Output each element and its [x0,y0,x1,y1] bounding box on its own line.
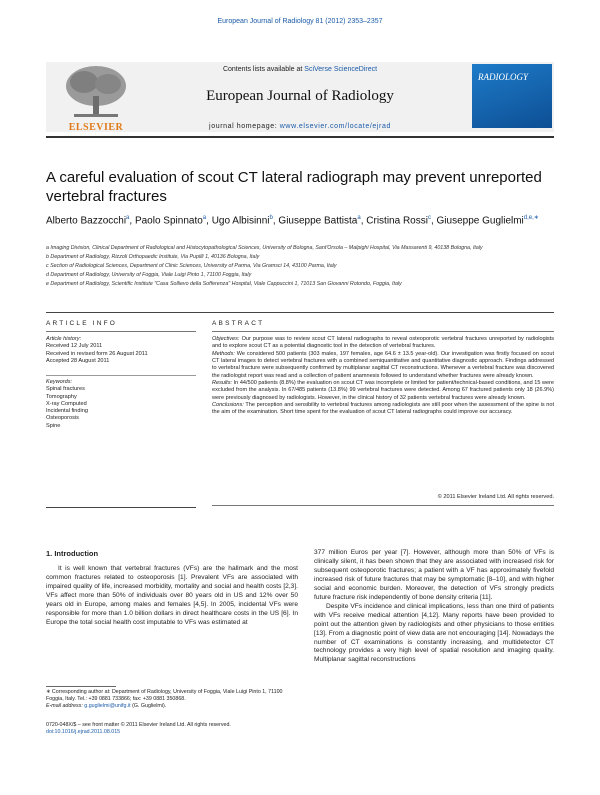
author-name: Alberto Bazzocchi [46,215,127,227]
keyword: X-ray Computed [46,400,87,407]
author-name: Ugo Albisinni [211,215,270,227]
homepage-prefix: journal homepage: [209,123,280,130]
journal-cover-image [472,64,552,128]
body-column-left [46,565,298,628]
journal-title: European Journal of Radiology [206,88,394,104]
homepage-link[interactable]: www.elsevier.com/locate/ejrad [279,123,391,130]
email-label: E-mail address: [46,703,83,709]
page-footer [46,722,298,736]
keyword: Incidental finding [46,408,88,415]
email-link[interactable]: g.guglielmi@unifg.it [84,703,131,709]
author-name: Cristina Rossi [366,215,428,227]
keywords-label: Keywords: [46,379,73,385]
affiliation: e Department of Radiology, Scientific Institute "Casa Sollievo della Sofferenza" Hospital, Viale Cappuccini 1, 71013 San Giovanni Rotondo, Foggia, Italy [46,280,402,287]
abstract-methods: Methods: We considered 500 patients (303 males, 197 females, age 64.6 ± 13.5 year-old). Our investigation was firstly focused on scout CT lateral images to detect vertebral fractures with a combined semiquantitative and quantitative diagnostic approach. Findings addressed to vertebral fracture were subsequently confirmed by multiplanar sagittal CT reconstructions. Whenever a vertebral fracture was discovered the radiologist report was read and a collection of patient anamnesis followed to understand whether fractures were already known. [212,350,554,379]
affiliation: c Section of Radiological Sciences, Department of Clinic Sciences, University of Parma, Via Gramsci 14, 43100 Parma, Italy [46,262,337,269]
author-list: Alberto Bazzocchi$^a$, Paolo Spinnato$^a$, Ugo Albisinni$^b$, Giuseppe Battista$^a$, Cristina Rossi$^c$, Giuseppe Guglielmi$^{d,e,∗}$ [46,215,539,227]
affiliation-list [46,245,554,289]
journal-homepage [150,123,450,130]
history-accepted: Accepted 28 August 2011 [46,357,110,364]
abstract-rule [212,331,554,332]
contents-prefix: Contents lists available at [222,66,305,73]
author-name: Giuseppe Guglielmi [436,215,524,227]
keyword: Spine [46,422,61,429]
history-received: Received 12 July 2011 [46,343,103,350]
sciencedirect-link[interactable]: SciVerse ScienceDirect [304,66,378,73]
intro-paragraph: Despite VFs incidence and clinical implications, less than one third of patients with VFs receive medical attention [4,12]. Many reports have been provided to point out the attention given by radiologists and other physicians to those entities [13]. From a diagnostic point of view data are not encouraging [14]. Nowadays the number of CT examinations is constantly increasing, and multidetector CT technology provides a very high level of spatial resolution and imaging quality. Multiplanar sagittal reconstructions [314,602,554,664]
abstract-conclusions: Conclusions: The perception and sensibility to vertebral fractures among radiologists are still poor when the assessment of the spine is not the aim of the examination. Short time spent for the evaluation of scout CT lateral radiographs could improve our accuracy. [212,402,554,416]
email-suffix: (G. Guglielmi). [132,703,167,709]
author-affiliation-marker: b [269,215,273,221]
abstract-results: Results: In 44/500 patients (8.8%) the evaluation on scout CT was incomplete or limited for patient/technical-based conditions, and 15 were excluded from the analysis. In 67/485 patients (13.8%) 99 vertebral fractures were detected. Among 67 fractured patients only 18 (26.9%) were previously diagnosed by radiologists. However, in the clinical history of 32 patients vertebral fractures were already known. [212,380,554,401]
article-info-rule [46,331,196,332]
contents-line [150,66,450,73]
section-rule [46,312,554,313]
keywords-rule [46,375,196,376]
cover-title: RADIOLOGY [478,72,529,82]
article-history [46,336,196,365]
affiliation: d Department of Radiology, University of Foggia, Viale Luigi Pinto 1, 71100 Foggia, Italy [46,271,252,278]
corresponding-author-footnote [46,689,298,710]
corresponding-author-text: ∗ Corresponding author at: Department of Radiology, University of Foggia, Viale Luigi Pinto 1, 71100 Foggia, Italy. Tel.: +39 0881 733866; fax: +39 0881 350868. [46,689,283,702]
keyword: Osteoporosis [46,415,79,422]
intro-paragraph-continued: 377 million Euros per year [7]. However, although more than 50% of VFs is clinically silent, it has been shown that they are associated with increased risk for subsequent osteoporotic fractures; a patient with a VF has approximately fivefold increased risk of future fractures that may be symptomatic [8–10], and with higher social and economic burden. Moreover, the detection of VFs strongly predicts future fracture risk independently of bone density criteria [11]. [314,549,554,601]
author-name: Paolo Spinnato [134,215,203,227]
author-affiliation-marker: c [427,215,431,221]
doi-link[interactable]: doi:10.1016/j.ejrad.2011.08.015 [46,729,121,735]
keyword: Tomography [46,393,77,400]
abstract-text [212,336,554,417]
affiliation: a Imaging Division, Clinical Department of Radiological and Histocytopathological Sciences, University of Bologna, Sant'Orsola – Malpighi Hospital, Via Massarenti 9, 40138 Bologna, Italy [46,245,483,251]
abstract-objectives: Objectives: Our purpose was to review scout CT lateral radiographs to reveal osteoporotic vertebral fractures unreported by radiologists and to explore scout CT as a potential diagnostic tool in the detection of vertebral fractures. [212,336,555,350]
author-affiliation-marker: a [126,215,130,221]
intro-paragraph: It is well known that vertebral fractures (VFs) are the hallmark and the most common fractures related to osteoporosis [1]. Prevalent VFs are associated with impaired quality of life, increased morbidity, mortality and social and health costs [2,3]. VFs affect more than 50% of individuals over 80 years old in US and 12% over 50 years old in Europe, among males and females [4,5]. In 2005, incidental VFs were responsible for more than 1.0 billion dollars in direct healthcare costs in the US [6]. In Europe the total social health cost imputable to VFs was estimated at [46,565,298,626]
abstract-bottom-rule [212,505,554,506]
body-column-right [314,549,554,665]
author-name: Giuseppe Battista [278,215,358,227]
author-affiliation-marker: a [202,215,207,221]
article-title: A careful evaluation of scout CT lateral radiograph may prevent unreported vertebral fractures [46,169,542,205]
footnote-rule [46,686,116,687]
article-info-bottom-rule [46,507,196,508]
keyword: Spinal fractures [46,386,85,393]
abstract-heading: ABSTRACT [212,320,265,327]
introduction-heading: 1. Introduction [46,549,99,558]
issn-line: 0720-048X/$ – see front matter © 2011 Elsevier Ireland Ltd. All rights reserved. [46,722,231,728]
copyright-notice: © 2011 Elsevier Ireland Ltd. All rights reserved. [437,494,554,500]
journal-reference[interactable]: European Journal of Radiology 81 (2012) 2353–2357 [217,18,383,25]
history-revised: Received in revised form 26 August 2011 [46,350,148,357]
author-affiliation-marker: d,e,∗ [523,215,539,221]
article-info-heading: ARTICLE INFO [46,320,118,327]
header-rule [46,136,554,138]
affiliation: b Department of Radiology, Rizzoli Orthopaedic Institute, Via Pupilli 1, 40136 Bologna, Italy [46,253,260,260]
publisher-logo-text: ELSEVIER [68,122,124,133]
author-affiliation-marker: a [357,215,361,221]
history-label: Article history: [46,336,82,342]
keyword-list [46,379,196,430]
